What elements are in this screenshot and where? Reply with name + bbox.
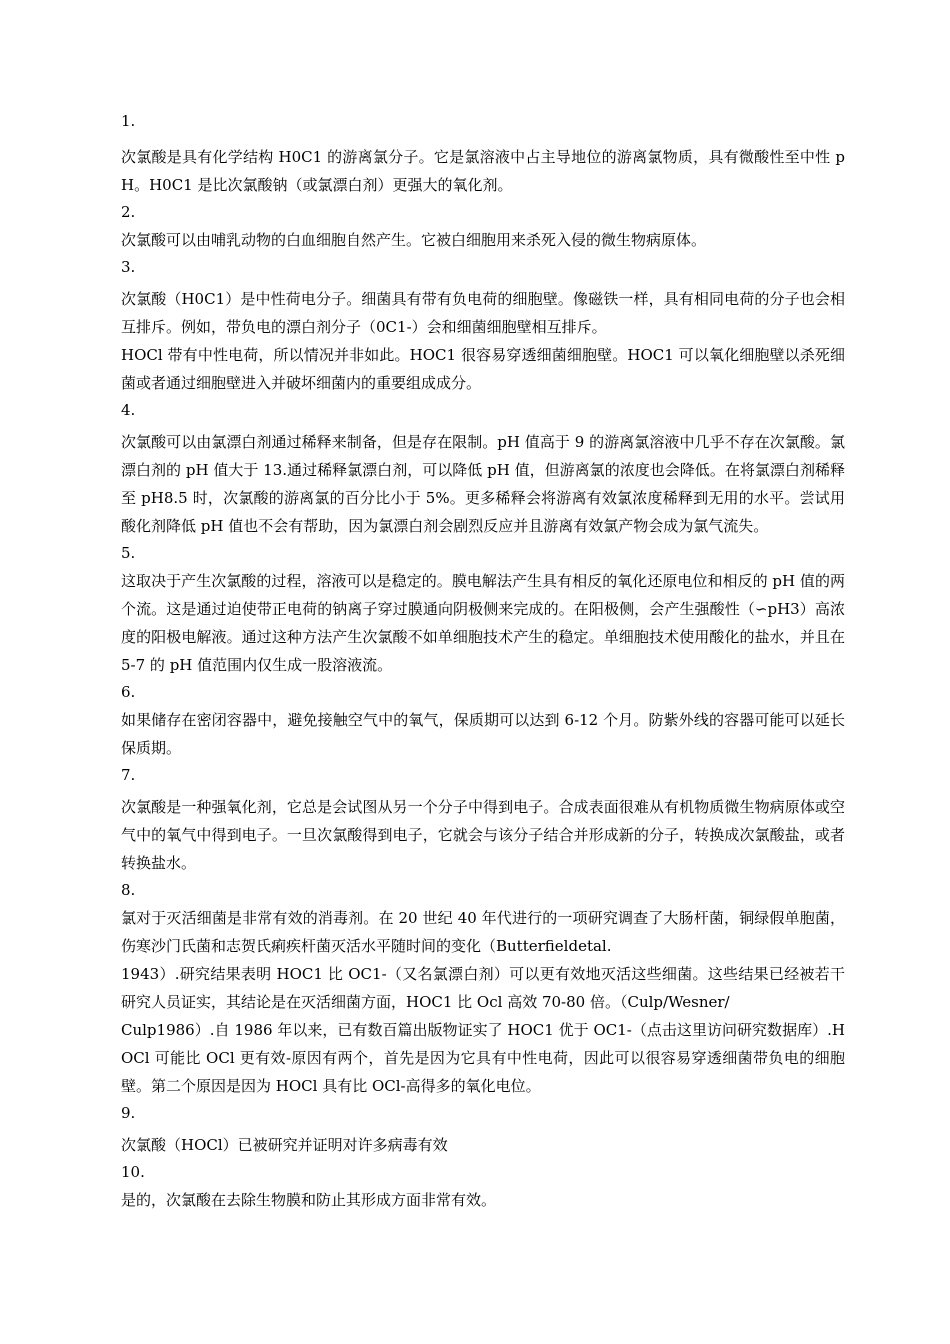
- item-3: [121, 254, 845, 397]
- item-paragraph: 次氯酸是具有化学结构 H0C1 的游离氯分子。它是氯溶液中占主导地位的游离氯物质，具有微酸性至中性 pH。H0C1 是比次氯酸钠（或氯漂白剂）更强大的氧化剂。: [121, 148, 845, 194]
- item-number: 4.: [121, 401, 136, 419]
- item-number: 10.: [121, 1163, 145, 1181]
- item-2: [121, 199, 845, 254]
- item-7: [121, 762, 845, 877]
- item-number: 8.: [121, 881, 136, 899]
- item-9: [121, 1100, 845, 1159]
- item-paragraph: 次氯酸（H0C1）是中性荷电分子。细菌具有带有负电荷的细胞壁。像磁铁一样，具有相同电荷的分子也会相互排斥。例如，带负电的漂白剂分子（0C1-）会和细菌细胞壁相互排斥。: [121, 290, 845, 336]
- item-5: [121, 540, 845, 679]
- item-number: 1.: [121, 112, 136, 130]
- item-number: 7.: [121, 766, 136, 784]
- document-body: [121, 108, 845, 1214]
- item-number: 9.: [121, 1104, 136, 1122]
- item-number: 6.: [121, 683, 136, 701]
- item-6: [121, 679, 845, 762]
- item-number: 5.: [121, 544, 136, 562]
- item-paragraph: 这取决于产生次氯酸的过程，溶液可以是稳定的。膜电解法产生具有相反的氧化还原电位和相反的 pH 值的两个流。这是通过迫使带正电荷的钠离子穿过膜通向阴极侧来完成的。在阳极侧，会产生强酸性（∽pH3）高浓度的阳极电解液。通过这种方法产生次氯酸不如单细胞技术产生的稳定。单细胞技术使用酸化的盐水，并且在 5-7 的 pH 值范围内仅生成一股溶液流。: [121, 572, 845, 674]
- item-paragraph: 次氯酸可以由哺乳动物的白血细胞自然产生。它被白细胞用来杀死入侵的微生物病原体。: [121, 231, 707, 249]
- item-paragraph: 次氯酸（HOCl）已被研究并证明对许多病毒有效: [121, 1136, 448, 1154]
- item-number: 3.: [121, 258, 136, 276]
- item-number: 2.: [121, 203, 136, 221]
- item-paragraph: 次氯酸可以由氯漂白剂通过稀释来制备，但是存在限制。pH 值高于 9 的游离氯溶液中几乎不存在次氯酸。氯漂白剂的 pH 值大于 13.通过稀释氯漂白剂，可以降低 pH 值，但游离氯的浓度也会降低。在将氯漂白剂稀释至 pH8.5 时，次氯酸的游离氯的百分比小于 5%。更多稀释会将游离有效氯浓度稀释到无用的水平。尝试用酸化剂降低 pH 值也不会有帮助，因为氯漂白剂会剧烈反应并且游离有效氯产物会成为氯气流失。: [121, 433, 845, 535]
- item-paragraph: 如果储存在密闭容器中，避免接触空气中的氧气，保质期可以达到 6-12 个月。防紫外线的容器可能可以延长保质期。: [121, 711, 845, 757]
- item-4: [121, 397, 845, 540]
- item-10: [121, 1159, 845, 1214]
- item-paragraph: 是的，次氯酸在去除生物膜和防止其形成方面非常有效。: [121, 1191, 497, 1209]
- item-paragraph: HOCl 带有中性电荷，所以情况并非如此。HOC1 很容易穿透细菌细胞壁。HOC1 可以氧化细胞壁以杀死细菌或者通过细胞壁进入并破坏细菌内的重要组成成分。: [121, 346, 845, 392]
- item-8: [121, 877, 845, 1100]
- item-paragraph: 次氯酸是一种强氧化剂，它总是会试图从另一个分子中得到电子。合成表面很难从有机物质微生物病原体或空气中的氧气中得到电子。一旦次氯酸得到电子，它就会与该分子结合并形成新的分子，转换成次氯酸盐，或者转换盐水。: [121, 798, 845, 872]
- item-paragraph: 氯对于灭活细菌是非常有效的消毒剂。在 20 世纪 40 年代进行的一项研究调查了大肠杆菌，铜绿假单胞菌，伤寒沙门氏菌和志贺氏痢疾杆菌灭活水平随时间的变化（Butterfieldetal.: [121, 909, 845, 955]
- item-paragraph: 1943）.研究结果表明 HOC1 比 OC1-（又名氯漂白剂）可以更有效地灭活这些细菌。这些结果已经被若干研究人员证实，其结论是在灭活细菌方面，HOC1 比 Ocl 高效 70-80 倍。（Culp/Wesner/: [121, 965, 845, 1011]
- item-1: [121, 108, 845, 199]
- item-paragraph: Culp1986）.自 1986 年以来，已有数百篇出版物证实了 HOC1 优于 OC1-（点击这里访问研究数据库）.HOCl 可能比 OCl 更有效-原因有两个，首先是因为它具有中性电荷，因此可以很容易穿透细菌带负电的细胞壁。第二个原因是因为 HOCl 具有比 OCl-高得多的氧化电位。: [121, 1021, 845, 1095]
